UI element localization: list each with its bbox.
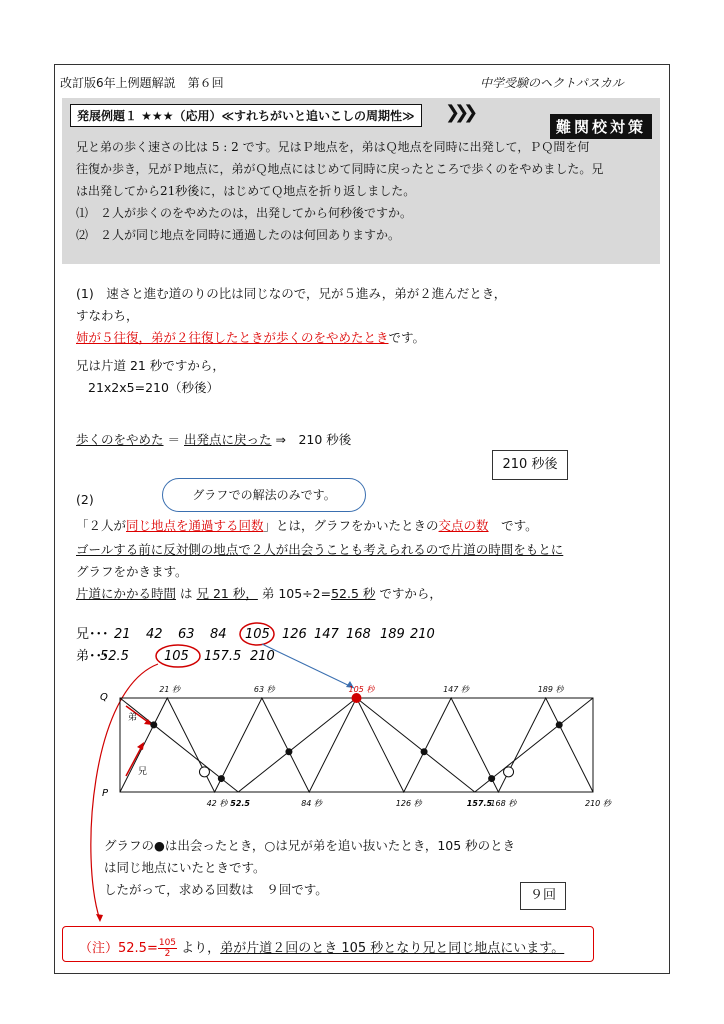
note-link-arrowhead-icon [96, 914, 103, 922]
sol2-l4-e: 52.5 秒 [331, 586, 376, 601]
bottom-time-label: 84 秒 [301, 799, 322, 808]
ani-time: 126 [282, 627, 307, 642]
return-text: 出発点に戻った [184, 432, 272, 447]
conclusion-line-2: は同じ地点にいたときです。 [104, 860, 266, 875]
answer-box-2: ９回 [520, 882, 566, 910]
sol2-label: (2) [76, 492, 94, 507]
question-1: ⑴ ２人が歩くのをやめたのは，出発してから何秒後ですか。 [76, 206, 413, 220]
pointer-line [262, 644, 354, 688]
sol1-line-4: 兄は片道 21 秒ですから， [76, 358, 225, 373]
sol1-calculation: 21x2x5=210（秒後） [88, 380, 219, 395]
top-time-label: 21 秒 [159, 685, 181, 694]
ani-path [120, 698, 593, 792]
difficulty-badge: 難関校対策 [550, 114, 652, 139]
note-fraction [158, 938, 177, 959]
ani-time: 189 [380, 627, 405, 642]
meeting-point-dot [421, 748, 428, 755]
problem-line-2: 往復か歩き，兄がＰ地点に，弟がＱ地点にはじめて同時に戻ったところで歩くのをやめました。兄 [76, 162, 604, 176]
same-place-point [352, 693, 362, 703]
oto-time: 210 [250, 649, 275, 664]
ani-label: 兄･･･ [76, 627, 109, 642]
sol2-l4-b: は [180, 586, 193, 601]
meeting-point-dot [218, 775, 225, 782]
top-time-label: 105 秒 [348, 685, 375, 694]
answer-box-1: 210 秒後 [492, 450, 568, 480]
conclusion-line-1: グラフの●は出会ったとき，○は兄が弟を追い抜いたとき，105 秒のとき [104, 838, 516, 853]
meeting-point-dot [285, 748, 292, 755]
sol2-l1-b: 同じ地点を通過する回数 [126, 518, 264, 533]
bottom-time-label: 52.5 [230, 799, 250, 808]
sol2-l1-a: 「２人が [76, 518, 127, 533]
overtake-point-circle [504, 767, 514, 777]
ani-path-label: 兄 [138, 767, 148, 777]
ani-time: 105 [245, 627, 270, 642]
oto-time: 105 [164, 649, 189, 664]
oto-path-label: 弟 [128, 713, 138, 723]
ani-time: 210 [410, 627, 435, 642]
bottom-time-label: 157.5 [466, 799, 493, 808]
top-time-label: 63 秒 [253, 685, 275, 694]
sol1-line-3-end: です。 [388, 330, 426, 345]
sol2-line-3: グラフをかきます。 [76, 564, 188, 579]
oto-time: 157.5 [204, 649, 242, 664]
ani-time: 168 [346, 627, 371, 642]
meeting-point-dot [556, 721, 563, 728]
overtake-point-circle [199, 767, 209, 777]
bottom-time-label: 210 秒 [585, 799, 611, 808]
result-text: ⇒ 210 秒後 [275, 432, 352, 447]
meeting-point-dot [488, 775, 495, 782]
cloud-note: グラフでの解法のみです。 [162, 478, 366, 512]
ani-time: 84 [210, 627, 227, 642]
sol2-l4-f: ですから， [379, 586, 442, 601]
travel-graph [100, 685, 613, 808]
sol2-l4-c: 兄 21 秒， [196, 586, 258, 601]
conclusion-line-3: したがって，求める回数は ９回です。 [104, 882, 328, 897]
problem-line-1: 兄と弟の歩く速さの比は 5 : 2 です。兄はＰ地点を，弟はＱ地点を同時に出発して，ＰＱ間を何 [76, 140, 590, 154]
bottom-time-label: 168 秒 [490, 799, 517, 808]
sol1-line-2: すなわち， [76, 308, 139, 323]
oto-time: 52.5 [100, 649, 129, 664]
q-axis-label: Q [100, 692, 108, 703]
oto-label: 弟･･･ [76, 649, 109, 664]
fraction-numerator: 105 [158, 938, 177, 948]
note-box [62, 926, 594, 962]
ani-time: 42 [146, 627, 163, 642]
note-statement: 弟が片道２回のとき 105 秒となり兄と同じ地点にいます。 [220, 941, 565, 956]
meeting-point-dot [150, 721, 157, 728]
sol1-line-1: (1) 速さと進む道のりの比は同じなので，兄が５進み，弟が２進んだとき， [76, 286, 507, 301]
sol2-l2-text: ゴールする前に反対側の地点で２人が出会うことも考えられるので片道の時間をもとに [76, 542, 564, 557]
note-mid: より， [181, 941, 221, 956]
problem-title: 発展例題１ ★★★（応用）≪すれちがいと追いこしの周期性≫ [70, 104, 422, 127]
ani-time: 21 [114, 627, 131, 642]
sol2-l1-d: 交点の数 [438, 518, 489, 533]
sol2-l4-a: 片道にかかる時間 [76, 586, 177, 601]
header-title: 改訂版6年上例題解説 第６回 [60, 76, 224, 90]
question-2: ⑵ ２人が同じ地点を同時に通過したのは何回ありますか。 [76, 228, 401, 242]
sol1-key-statement: 姉が５往復，弟が２往復したときが歩くのをやめたとき [76, 330, 389, 345]
bottom-time-label: 42 秒 [206, 799, 228, 808]
chevron-arrows-icon: ❯❯❯ [445, 102, 473, 123]
ani-time: 147 [314, 627, 339, 642]
stop-text: 歩くのをやめた [76, 432, 164, 447]
note-text [79, 937, 564, 959]
p-axis-label: P [102, 788, 109, 799]
fraction-denominator: 2 [164, 949, 171, 959]
problem-line-3: は出発してから21秒後に，はじめてＱ地点を折り返しました。 [76, 184, 416, 198]
sol2-l4-d: 弟 105÷2= [261, 586, 332, 601]
top-time-label: 147 秒 [443, 685, 469, 694]
bottom-time-label: 126 秒 [395, 799, 422, 808]
ani-time: 63 [178, 627, 195, 642]
sol2-l1-c: 」とは，グラフをかいたときの [263, 518, 439, 533]
note-prefix: （注）52.5= [79, 941, 158, 956]
header-brand: 中学受験のヘクトパスカル [480, 76, 624, 90]
equals-sign: ＝ [167, 432, 181, 447]
sol2-l1-e: です。 [501, 518, 538, 533]
top-time-label: 189 秒 [537, 685, 564, 694]
